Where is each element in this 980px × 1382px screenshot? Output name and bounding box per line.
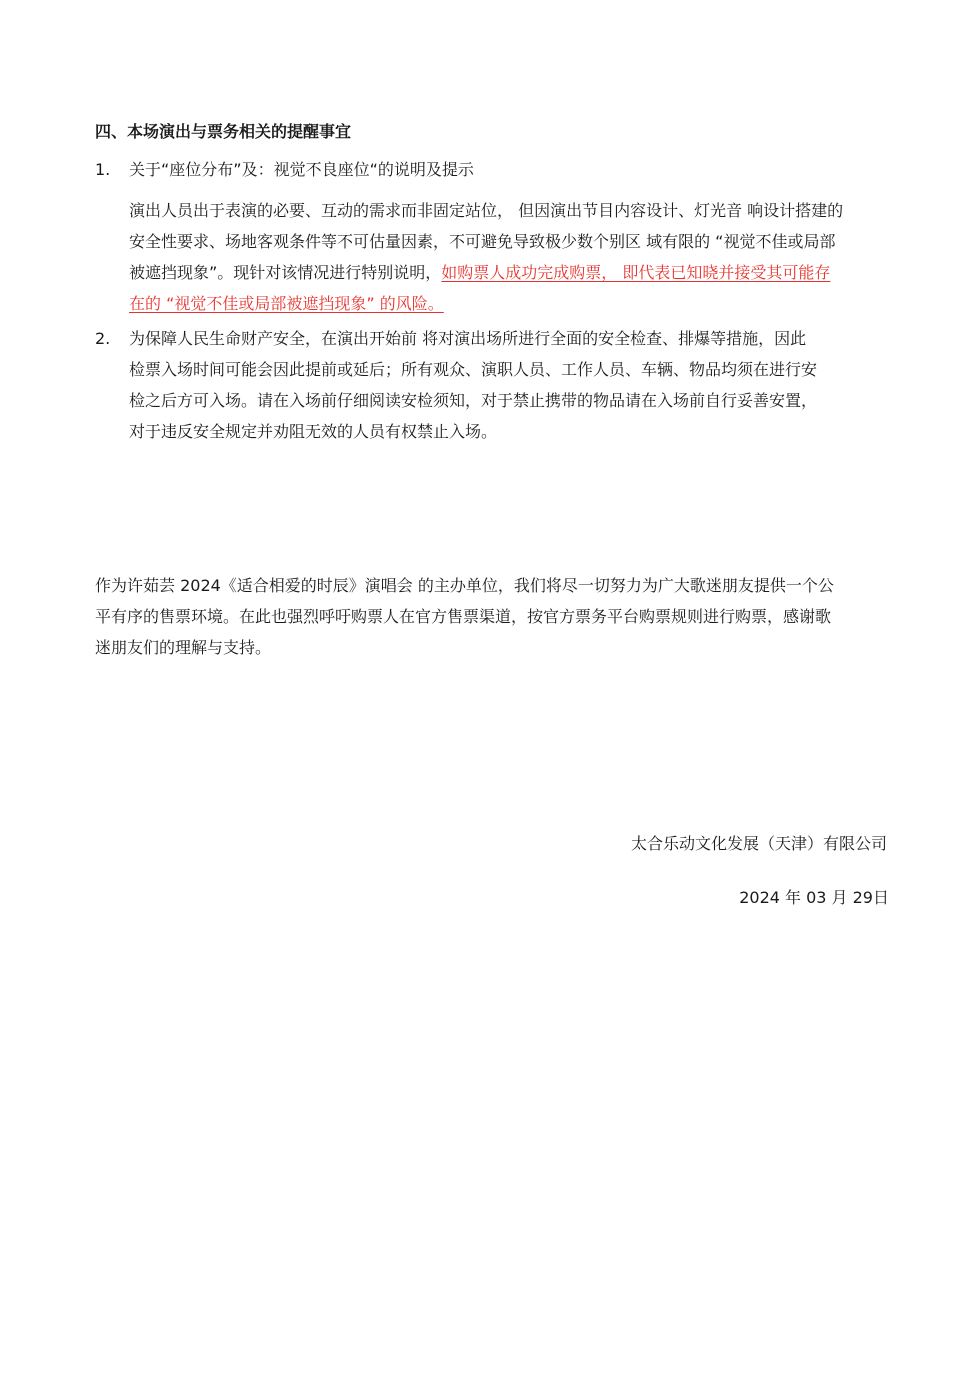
paragraph-text: 被遮挡现象”。现针对该情况进行特别说明， (129, 263, 442, 282)
list-item-number: 2. (95, 329, 111, 348)
signature-date: 2024 年 03 月 29日 (739, 888, 889, 907)
list-item-paragraph (129, 201, 843, 325)
list-item-title: 关于“座位分布”及：视觉不良座位“的说明及提示 (129, 160, 474, 179)
list-item-1 (95, 160, 895, 313)
paragraph-line: 为保障人民生命财产安全，在演出开始前 将对演出场所进行全面的安全检查、排爆等措施，因此 (129, 329, 807, 348)
list-item-paragraph (129, 329, 895, 453)
highlight-notice: 如购票人成功完成购票， 即代表已知晓并接受其可能存 (441, 263, 831, 282)
section-heading: 四、本场演出与票务相关的提醒事宜 (95, 122, 352, 141)
paragraph-line: 检之后方可入场。请在入场前仔细阅读安检须知，对于禁止携带的物品请在入场前自行妥善安置， (129, 391, 818, 410)
paragraph-line: 演出人员出于表演的必要、互动的需求而非固定站位， 但因演出节目内容设计、灯光音 响设计搭建的 (129, 201, 844, 220)
paragraph-line (129, 294, 843, 325)
paragraph-line: 安全性要求、场地客观条件等不可估量因素，不可避免导致极少数个别区 域有限的 “视觉不佳或局部 (129, 232, 836, 251)
paragraph-line: 平有序的售票环境。在此也强烈呼吁购票人在官方售票渠道，按官方票务平台购票规则进行购票，感谢歌 (95, 607, 832, 626)
highlight-notice: 在的 “视觉不佳或局部被遮挡现象” 的风险。 (129, 294, 444, 313)
signature-company: 太合乐动文化发展（天津）有限公司 (630, 834, 887, 853)
paragraph-line: 检票入场时间可能会因此提前或延后；所有观众、演职人员、工作人员、车辆、物品均须在进行安 (129, 360, 818, 379)
list-item-number: 1. (95, 160, 111, 179)
closing-paragraph (95, 576, 895, 669)
list-item-2 (95, 329, 895, 453)
paragraph-line: 对于违反安全规定并劝阻无效的人员有权禁止入场。 (129, 422, 498, 441)
paragraph-line: 迷朋友们的理解与支持。 (95, 638, 272, 657)
paragraph-line (129, 263, 843, 294)
paragraph-line: 作为许茹芸 2024《适合相爱的时辰》演唱会 的主办单位，我们将尽一切努力为广大歌迷朋友提供一个公 (95, 576, 834, 595)
